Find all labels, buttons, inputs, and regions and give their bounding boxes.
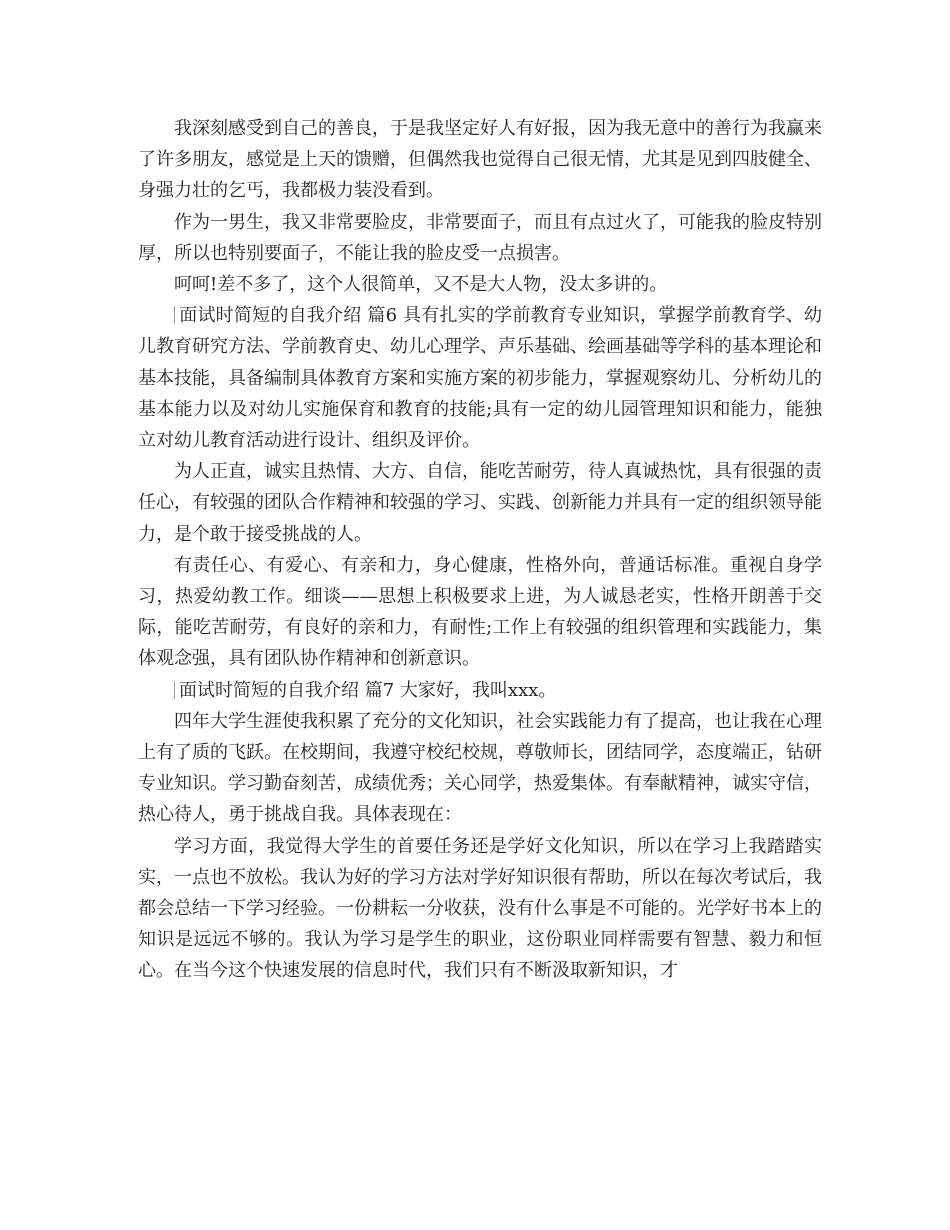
paragraph: 为人正直，诚实且热情、大方、自信，能吃苦耐劳，待人真诚热忱，具有很强的责任心，有较强的团队合作精神和较强的学习、实践、创新能力并具有一定的组织领导能力，是个敢于接受挑战的人。 — [138, 461, 822, 545]
section-heading: 面试时简短的自我介绍 篇7 — [179, 679, 395, 701]
paragraph: 四年大学生涯使我积累了充分的文化知识，社会实践能力有了提高，也让我在心理上有了质的飞跃。在校期间，我遵守校纪校规，尊敬师长，团结同学，态度端正，钻研专业知识。学习勤奋刻苦，成绩优秀；关心同学，热爱集体。有奉献精神，诚实守信，热心待人，勇于挑战自我。具体表现在： — [138, 710, 822, 826]
document-body — [138, 113, 822, 987]
section-marker — [174, 306, 175, 324]
paragraph: 呵呵!差不多了，这个人很简单，又不是大人物，没太多讲的。 — [174, 274, 668, 296]
section-text: 具有扎实的学前教育专业知识，掌握学前教育学、幼儿教育研究方法、学前教育史、幼儿心理学、声乐基础、绘画基础等学科的基本理论和基本技能，具备编制具体教育方案和实施方案的初步能力，掌握观察幼儿、分析幼儿的基本能力以及对幼儿实施保育和教育的技能;具有一定的幼儿园管理知识和能力，能独立对幼儿教育活动进行设计、组织及评价。 — [138, 305, 822, 452]
section-heading: 面试时简短的自我介绍 篇6 — [179, 305, 398, 327]
section-text: 大家好，我叫xxx。 — [399, 679, 557, 701]
section-paragraph — [138, 300, 822, 456]
paragraph: 学习方面，我觉得大学生的首要任务还是学好文化知识，所以在学习上我踏踏实实，一点也不放松。我认为好的学习方法对学好知识很有帮助，所以在每次考试后，我都会总结一下学习经验。一份耕耘一分收获，没有什么事是不可能的。光学好书本上的知识是远远不够的。我认为学习是学生的职业，这份职业同样需要有智慧、毅力和恒心。在当今这个快速发展的信息时代，我们只有不断汲取新知识，才 — [138, 835, 822, 982]
paragraph: 我深刻感受到自己的善良，于是我坚定好人有好报，因为我无意中的善行为我赢来了许多朋友，感觉是上天的馈赠，但偶然我也觉得自己很无情，尤其是见到四肢健全、身强力壮的乞丐，我都极力装没看到。 — [138, 118, 822, 202]
paragraph: 有责任心、有爱心、有亲和力，身心健康，性格外向，普通话标准。重视自身学习，热爱幼教工作。细谈——思想上积极要求上进，为人诚恳老实，性格开朗善于交际，能吃苦耐劳，有良好的亲和力，有耐性;工作上有较强的组织管理和实践能力，集体观念强，具有团队协作精神和创新意识。 — [138, 554, 822, 670]
section-marker — [174, 681, 175, 699]
paragraph: 作为一男生，我又非常要脸皮，非常要面子，而且有点过火了，可能我的脸皮特别厚，所以也特别要面子，不能让我的脸皮受一点损害。 — [138, 211, 822, 264]
section-paragraph — [138, 675, 822, 706]
